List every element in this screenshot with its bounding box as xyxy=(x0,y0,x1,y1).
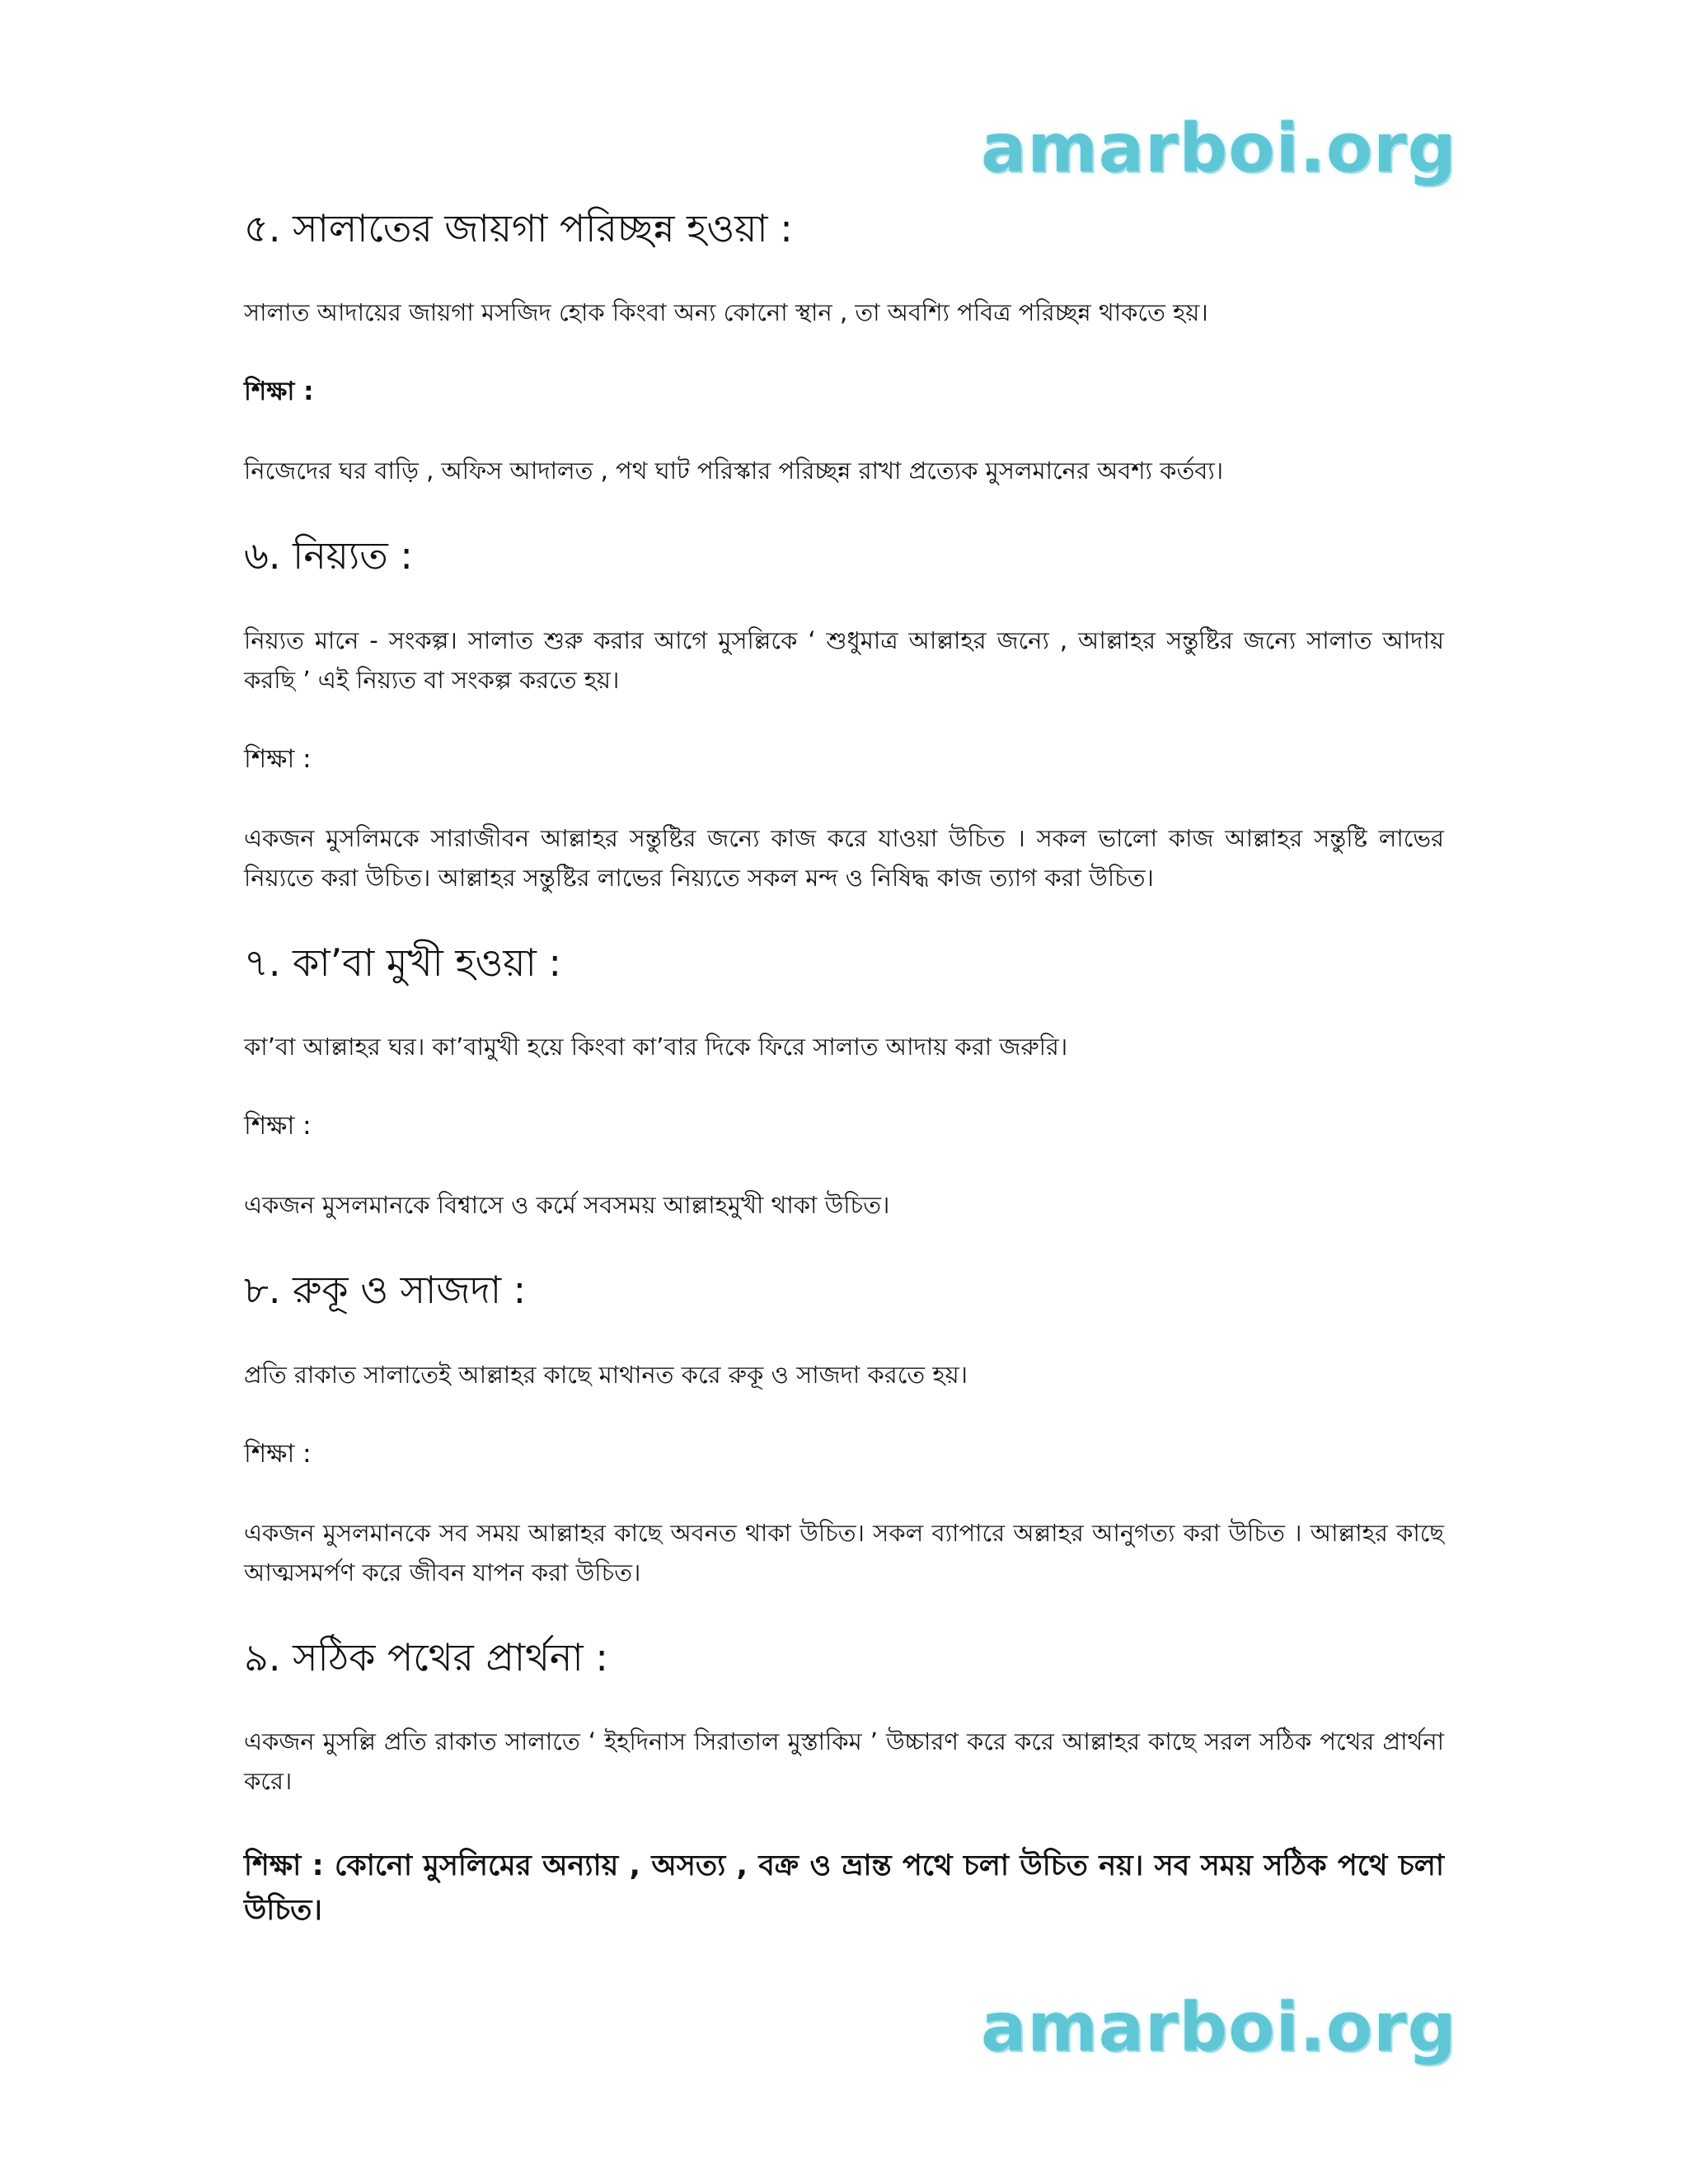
document-body xyxy=(244,206,1444,1962)
lesson-label: শিক্ষা : xyxy=(244,743,312,774)
section-text: একজন মুসল্লি প্রতি রাকাত সালাতে ‘ ইহদিনাস সিরাতাল মুস্তাকিম ’ উচ্চারণ করে করে আল্লাহর কাছে সরল সঠিক পথের প্রার্থনা করে। xyxy=(244,1727,1444,1796)
lesson-text-bold: শিক্ষা : কোনো মুসলিমের অন্যায় , অসত্য , বক্র ও ভ্রান্ত পথে চলা উচিত নয়। সব সময় সঠিক পথে চলা উচিত। xyxy=(244,1849,1444,1928)
section-5 xyxy=(244,206,1444,490)
lesson-label: শিক্ষা : xyxy=(244,1111,312,1141)
lesson-text: একজন মুসলমানকে সব সময় আল্লাহর কাছে অবনত থাকা উচিত। সকল ব্যাপারে অল্লাহর আনুগত্য করা উচিত । আল্লাহর কাছে আত্মসমর্পণ করে জীবন যাপন করা উচিত। xyxy=(244,1518,1444,1586)
lesson-label: শিক্ষা : xyxy=(244,377,314,407)
section-heading: ৯. সঠিক পথের প্রার্থনা : xyxy=(244,1634,608,1680)
section-heading: ৬. নিয়্যত : xyxy=(244,533,413,579)
section-7 xyxy=(244,940,1444,1225)
lesson-text: একজন মুসলিমকে সারাজীবন আল্লাহর সন্তুষ্টির জন্যে কাজ করে যাওয়া উচিত । সকল ভালো কাজ আল্লাহর সন্তুষ্টি লাভের নিয়্যতে করা উচিত। আল্লাহর সন্তুষ্টির লাভের নিয়্যতে সকল মন্দ ও নিষিদ্ধ কাজ ত্যাগ করা উচিত। xyxy=(244,823,1444,892)
section-9 xyxy=(244,1635,1444,1933)
section-heading: ৭. কা’বা মুখী হওয়া : xyxy=(244,940,561,985)
section-text: সালাত আদায়ের জায়গা মসজিদ হোক কিংবা অন্য কোনো স্থান , তা অবশ্যি পবিত্র পরিচ্ছন্ন থাকতে হয়। xyxy=(244,298,1208,327)
section-heading: ৮. রুকূ ও সাজদা : xyxy=(244,1268,527,1313)
watermark-logo-bottom: amarboi.org xyxy=(981,1989,1457,2067)
section-text: কা’বা আল্লাহর ঘর। কা’বামুখী হয়ে কিংবা কা’বার দিকে ফিরে সালাত আদায় করা জরুরি। xyxy=(244,1033,1068,1062)
lesson-text: নিজেদের ঘর বাড়ি , অফিস আদালত , পথ ঘাট পরিস্কার পরিচ্ছন্ন রাখা প্রত্যেক মুসলমানের অবশ্য কর্তব্য। xyxy=(244,457,1224,485)
section-text: প্রতি রাকাত সালাতেই আল্লাহর কাছে মাথানত করে রুকূ ও সাজদা করতে হয়। xyxy=(244,1360,968,1389)
lesson-label: শিক্ষা : xyxy=(244,1438,312,1469)
section-text: নিয়্যত মানে - সংকল্প। সালাত শুরু করার আগে মুসল্লিকে ‘ শুধুমাত্র আল্লাহর জন্যে , আল্লাহর সন্তুষ্টির জন্যে সালাত আদায় করছি ’ এই নিয়্যত বা সংকল্প করতে হয়। xyxy=(244,626,1444,694)
section-8 xyxy=(244,1268,1444,1591)
section-heading: ৫. সালাতের জায়গা পরিচ্ছন্ন হওয়া : xyxy=(244,206,793,251)
lesson-text: একজন মুসলমানকে বিশ্বাসে ও কর্মে সবসময় আল্লাহমুখী থাকা উচিত। xyxy=(244,1191,890,1220)
watermark-logo-top: amarboi.org xyxy=(981,110,1457,188)
section-6 xyxy=(244,533,1444,897)
